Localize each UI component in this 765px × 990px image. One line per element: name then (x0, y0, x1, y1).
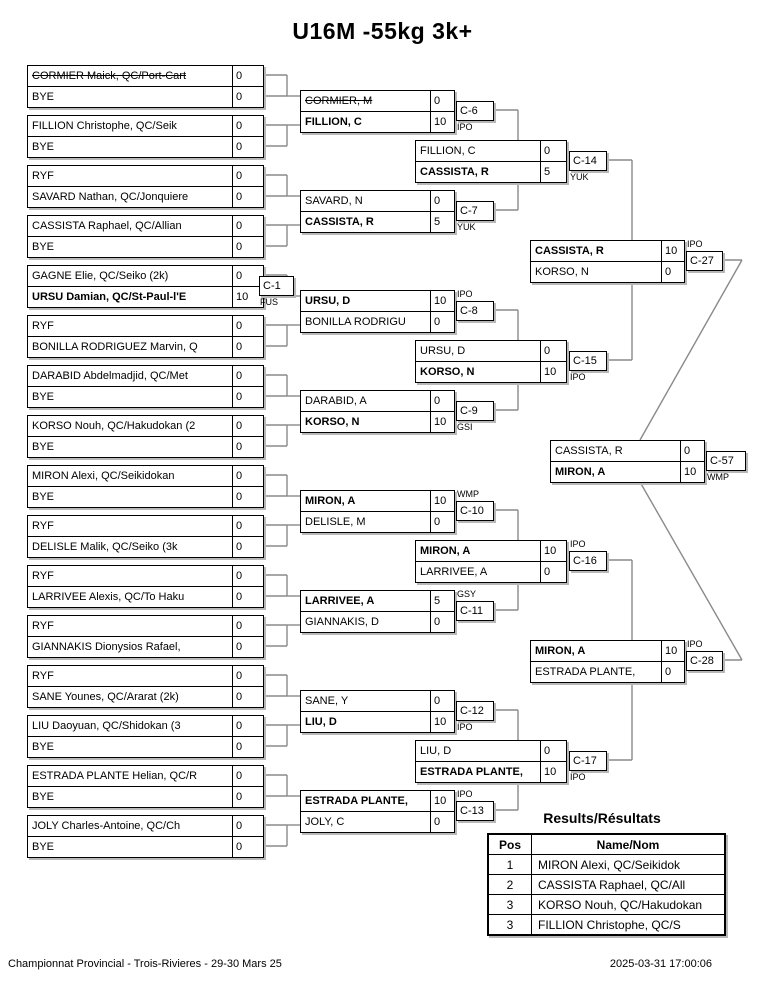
competitor-name: BYE (32, 841, 55, 853)
score-cell: 0 (232, 87, 263, 107)
win-type-label: IPO (457, 289, 473, 299)
competitor-name: BYE (32, 391, 55, 403)
score-cell: 5 (540, 162, 566, 182)
competitor-row (28, 287, 263, 307)
match-number-label: C-16 (569, 551, 607, 571)
competitor-name: ESTRADA PLANTE, (420, 766, 523, 778)
match-box (27, 515, 264, 558)
score-cell: 0 (232, 766, 263, 786)
match-box (27, 465, 264, 508)
match-box (27, 715, 264, 758)
score-cell: 0 (232, 616, 263, 636)
competitor-row (416, 162, 566, 182)
competitor-name: SANE, Y (305, 695, 349, 707)
competitor-name: MIRON, A (420, 545, 471, 557)
competitor-name: BONILLA RODRIGU (305, 316, 406, 328)
score-cell: 0 (430, 91, 454, 111)
result-position: 1 (488, 855, 532, 875)
competitor-row (301, 591, 454, 612)
competitor-name: SAVARD, N (305, 195, 363, 207)
match-number-label: C-27 (686, 251, 723, 271)
match-box (27, 365, 264, 408)
competitor-row (28, 466, 263, 487)
match-box (415, 740, 567, 783)
competitor-row (28, 166, 263, 187)
competitor-row (28, 216, 263, 237)
win-type-label: IPO (570, 372, 586, 382)
match-box (27, 165, 264, 208)
match-box (27, 315, 264, 358)
win-type-label: WMP (457, 489, 479, 499)
match-number-label: C-11 (456, 601, 494, 621)
competitor-name: GIANNAKIS, D (305, 616, 379, 628)
results-row (488, 855, 725, 875)
score-cell: 0 (232, 816, 263, 836)
score-cell: 0 (430, 312, 454, 332)
win-type-label: YUK (457, 222, 476, 232)
results-table (487, 833, 726, 936)
competitor-row (28, 537, 263, 557)
competitor-name: CASSISTA Raphael, QC/Allian (32, 220, 182, 232)
competitor-name: CORMIER Maick, QC/Port-Cart (32, 70, 187, 82)
score-cell: 0 (232, 387, 263, 407)
score-cell: 0 (540, 341, 566, 361)
match-number-label: C-7 (456, 201, 494, 221)
footer-timestamp: 2025-03-31 17:00:06 (609, 958, 712, 970)
match-box (27, 265, 264, 308)
win-type-label: GSI (457, 422, 473, 432)
competitor-row (28, 387, 263, 407)
competitor-name: URSU, D (420, 345, 466, 357)
competitor-row (301, 512, 454, 532)
win-type-label: IPO (457, 789, 473, 799)
score-cell: 10 (430, 791, 454, 811)
score-cell: 10 (232, 287, 263, 307)
competitor-row (416, 362, 566, 382)
competitor-row (301, 691, 454, 712)
competitor-name: KORSO, N (305, 416, 360, 428)
match-box (300, 90, 455, 133)
score-cell: 0 (232, 416, 263, 436)
competitor-row (28, 266, 263, 287)
competitor-row (28, 616, 263, 637)
competitor-row (301, 812, 454, 832)
competitor-row (28, 187, 263, 207)
competitor-row (531, 662, 684, 682)
match-number-label: C-1 (259, 276, 294, 296)
competitor-row (301, 291, 454, 312)
win-type-label: IPO (570, 539, 586, 549)
result-position: 3 (488, 915, 532, 936)
win-type-label: FUS (260, 297, 278, 307)
competitor-row (28, 666, 263, 687)
result-position: 3 (488, 895, 532, 915)
competitor-name: RYF (32, 670, 54, 682)
score-cell: 0 (430, 512, 454, 532)
competitor-row (301, 112, 454, 132)
competitor-row (28, 316, 263, 337)
match-box (300, 590, 455, 633)
competitor-name: FILLION, C (420, 145, 476, 157)
competitor-name: LIU, D (305, 716, 337, 728)
score-cell: 0 (540, 141, 566, 161)
competitor-name: DELISLE Malik, QC/Seiko (3k (32, 541, 178, 553)
results-header-cell: Name/Nom (532, 834, 726, 855)
results-table-container (487, 833, 726, 936)
score-cell: 0 (232, 316, 263, 336)
score-cell: 0 (232, 687, 263, 707)
competitor-row (28, 737, 263, 757)
competitor-row (301, 412, 454, 432)
competitor-row (28, 87, 263, 107)
match-box (300, 790, 455, 833)
score-cell: 0 (232, 366, 263, 386)
score-cell: 10 (661, 641, 684, 661)
competitor-name: DARABID, A (305, 395, 367, 407)
win-type-label: YUK (570, 172, 589, 182)
competitor-name: LARRIVEE, A (305, 595, 375, 607)
score-cell: 0 (232, 237, 263, 257)
match-box (27, 765, 264, 808)
score-cell: 0 (232, 437, 263, 457)
competitor-name: BYE (32, 91, 55, 103)
result-name: MIRON Alexi, QC/Seikidok (532, 855, 726, 875)
competitor-row (531, 641, 684, 662)
score-cell: 0 (232, 166, 263, 186)
competitor-name: FILLION Christophe, QC/Seik (32, 120, 177, 132)
competitor-name: ESTRADA PLANTE, (305, 795, 408, 807)
match-number-label: C-15 (569, 351, 607, 371)
competitor-row (416, 341, 566, 362)
score-cell: 0 (232, 216, 263, 236)
competitor-row (28, 816, 263, 837)
competitor-name: BYE (32, 741, 55, 753)
competitor-name: LARRIVEE, A (420, 566, 488, 578)
competitor-name: KORSO Nouh, QC/Hakudokan (2 (32, 420, 196, 432)
match-number-label: C-9 (456, 401, 494, 421)
results-header-row (488, 834, 725, 855)
score-cell: 0 (232, 566, 263, 586)
score-cell: 0 (430, 612, 454, 632)
footer-event-label: Championnat Provincial - Trois-Rivieres - 29-30 Mars 25 (8, 958, 282, 970)
competitor-name: RYF (32, 320, 54, 332)
score-cell: 10 (430, 491, 454, 511)
match-box (300, 190, 455, 233)
win-type-label: IPO (570, 772, 586, 782)
win-type-label: GSY (457, 589, 477, 599)
match-number-label: C-8 (456, 301, 494, 321)
score-cell: 0 (232, 716, 263, 736)
match-box (300, 490, 455, 533)
score-cell: 0 (661, 662, 684, 682)
competitor-name: CORMIER, M (305, 95, 373, 107)
competitor-name: URSU Damian, QC/St-Paul-l'E (32, 291, 187, 303)
match-box (415, 140, 567, 183)
match-box (300, 290, 455, 333)
competitor-row (416, 741, 566, 762)
competitor-row (531, 262, 684, 282)
score-cell: 0 (661, 262, 684, 282)
score-cell: 10 (430, 712, 454, 732)
competitor-row (551, 462, 704, 482)
competitor-row (28, 566, 263, 587)
win-type-label: IPO (457, 122, 473, 132)
competitor-name: DARABID Abdelmadjid, QC/Met (32, 370, 188, 382)
competitor-row (28, 837, 263, 857)
competitor-row (28, 416, 263, 437)
score-cell: 0 (232, 737, 263, 757)
score-cell: 0 (232, 466, 263, 486)
score-cell: 0 (232, 587, 263, 607)
score-cell: 0 (232, 516, 263, 536)
competitor-name: URSU, D (305, 295, 351, 307)
competitor-name: CASSISTA, R (420, 166, 489, 178)
competitor-name: BONILLA RODRIGUEZ Marvin, Q (32, 341, 198, 353)
match-box (27, 415, 264, 458)
match-number-label: C-12 (456, 701, 494, 721)
competitor-name: LARRIVEE Alexis, QC/To Haku (32, 591, 185, 603)
result-name: KORSO Nouh, QC/Hakudokan (532, 895, 726, 915)
score-cell: 0 (232, 837, 263, 857)
match-box (300, 390, 455, 433)
competitor-name: BYE (32, 441, 55, 453)
score-cell: 0 (430, 191, 454, 211)
competitor-row (28, 437, 263, 457)
competitor-name: SANE Younes, QC/Ararat (2k) (32, 691, 179, 703)
competitor-row (301, 91, 454, 112)
results-row (488, 875, 725, 895)
match-box (27, 815, 264, 858)
competitor-row (28, 637, 263, 657)
score-cell: 0 (232, 66, 263, 86)
score-cell: 0 (540, 741, 566, 761)
results-row (488, 915, 725, 936)
competitor-row (28, 66, 263, 87)
result-name: FILLION Christophe, QC/S (532, 915, 726, 936)
competitor-name: BYE (32, 791, 55, 803)
match-number-label: C-6 (456, 101, 494, 121)
score-cell: 0 (430, 812, 454, 832)
competitor-name: RYF (32, 570, 54, 582)
match-box (27, 215, 264, 258)
win-type-label: WMP (707, 472, 729, 482)
score-cell: 5 (430, 212, 454, 232)
score-cell: 10 (430, 412, 454, 432)
result-position: 2 (488, 875, 532, 895)
score-cell: 0 (232, 187, 263, 207)
competitor-name: BYE (32, 241, 55, 253)
competitor-row (416, 541, 566, 562)
score-cell: 0 (540, 562, 566, 582)
competitor-row (28, 366, 263, 387)
competitor-row (28, 716, 263, 737)
competitor-name: LIU Daoyuan, QC/Shidokan (3 (32, 720, 181, 732)
competitor-row (551, 441, 704, 462)
score-cell: 0 (430, 391, 454, 411)
competitor-name: GAGNE Elie, QC/Seiko (2k) (32, 270, 169, 282)
match-box (415, 540, 567, 583)
competitor-row (28, 516, 263, 537)
competitor-name: KORSO, N (420, 366, 475, 378)
score-cell: 0 (232, 537, 263, 557)
competitor-name: FILLION, C (305, 116, 362, 128)
match-box (27, 665, 264, 708)
competitor-name: CASSISTA, R (555, 445, 623, 457)
match-box (530, 240, 685, 283)
competitor-name: MIRON Alexi, QC/Seikidokan (32, 470, 175, 482)
competitor-name: CASSISTA, R (305, 216, 374, 228)
score-cell: 0 (680, 441, 704, 461)
competitor-name: BYE (32, 491, 55, 503)
competitor-row (531, 241, 684, 262)
competitor-row (28, 137, 263, 157)
competitor-row (301, 491, 454, 512)
score-cell: 0 (430, 691, 454, 711)
score-cell: 10 (540, 762, 566, 782)
competitor-name: ESTRADA PLANTE Helian, QC/R (32, 770, 198, 782)
results-row (488, 895, 725, 915)
match-box (530, 640, 685, 683)
competitor-row (301, 712, 454, 732)
score-cell: 0 (232, 137, 263, 157)
competitor-name: JOLY Charles-Antoine, QC/Ch (32, 820, 181, 832)
competitor-name: SAVARD Nathan, QC/Jonquiere (32, 191, 189, 203)
match-box (550, 440, 705, 483)
match-number-label: C-10 (456, 501, 494, 521)
competitor-name: LIU, D (420, 745, 452, 757)
competitor-row (28, 116, 263, 137)
score-cell: 0 (232, 266, 263, 286)
competitor-name: ESTRADA PLANTE, (535, 666, 636, 678)
win-type-label: IPO (687, 239, 703, 249)
competitor-name: RYF (32, 170, 54, 182)
competitor-name: GIANNAKIS Dionysios Rafael, (32, 641, 181, 653)
competitor-name: BYE (32, 141, 55, 153)
match-box (27, 615, 264, 658)
score-cell: 0 (232, 787, 263, 807)
competitor-row (28, 487, 263, 507)
score-cell: 10 (430, 291, 454, 311)
score-cell: 0 (232, 116, 263, 136)
competitor-name: MIRON, A (305, 495, 356, 507)
match-number-label: C-14 (569, 151, 607, 171)
score-cell: 10 (680, 462, 704, 482)
match-number-label: C-17 (569, 751, 607, 771)
results-header-cell: Pos (488, 834, 532, 855)
win-type-label: IPO (457, 722, 473, 732)
competitor-name: RYF (32, 620, 54, 632)
win-type-label: IPO (687, 639, 703, 649)
competitor-name: CASSISTA, R (535, 245, 604, 257)
match-number-label: C-28 (686, 651, 723, 671)
score-cell: 0 (232, 337, 263, 357)
competitor-row (301, 312, 454, 332)
competitor-row (301, 391, 454, 412)
competitor-row (301, 212, 454, 232)
competitor-row (301, 191, 454, 212)
page-title: U16M -55kg 3k+ (292, 18, 473, 44)
match-number-label: C-57 (706, 451, 746, 471)
competitor-name: RYF (32, 520, 54, 532)
match-box (300, 690, 455, 733)
results-title: Results/Résultats (543, 810, 661, 826)
match-box (415, 340, 567, 383)
competitor-row (28, 687, 263, 707)
score-cell: 10 (540, 362, 566, 382)
competitor-row (28, 237, 263, 257)
match-box (27, 115, 264, 158)
score-cell: 5 (430, 591, 454, 611)
competitor-row (28, 337, 263, 357)
score-cell: 0 (232, 666, 263, 686)
score-cell: 10 (430, 112, 454, 132)
competitor-row (416, 762, 566, 782)
score-cell: 0 (232, 487, 263, 507)
competitor-row (28, 787, 263, 807)
competitor-name: JOLY, C (305, 816, 345, 828)
competitor-row (301, 791, 454, 812)
competitor-row (28, 766, 263, 787)
competitor-row (28, 587, 263, 607)
score-cell: 10 (661, 241, 684, 261)
result-name: CASSISTA Raphael, QC/All (532, 875, 726, 895)
competitor-name: KORSO, N (535, 266, 589, 278)
competitor-row (301, 612, 454, 632)
match-box (27, 65, 264, 108)
competitor-row (416, 562, 566, 582)
competitor-row (416, 141, 566, 162)
competitor-name: DELISLE, M (305, 516, 366, 528)
match-box (27, 565, 264, 608)
competitor-name: MIRON, A (535, 645, 586, 657)
score-cell: 10 (540, 541, 566, 561)
match-number-label: C-13 (456, 801, 494, 821)
competitor-name: MIRON, A (555, 466, 606, 478)
score-cell: 0 (232, 637, 263, 657)
